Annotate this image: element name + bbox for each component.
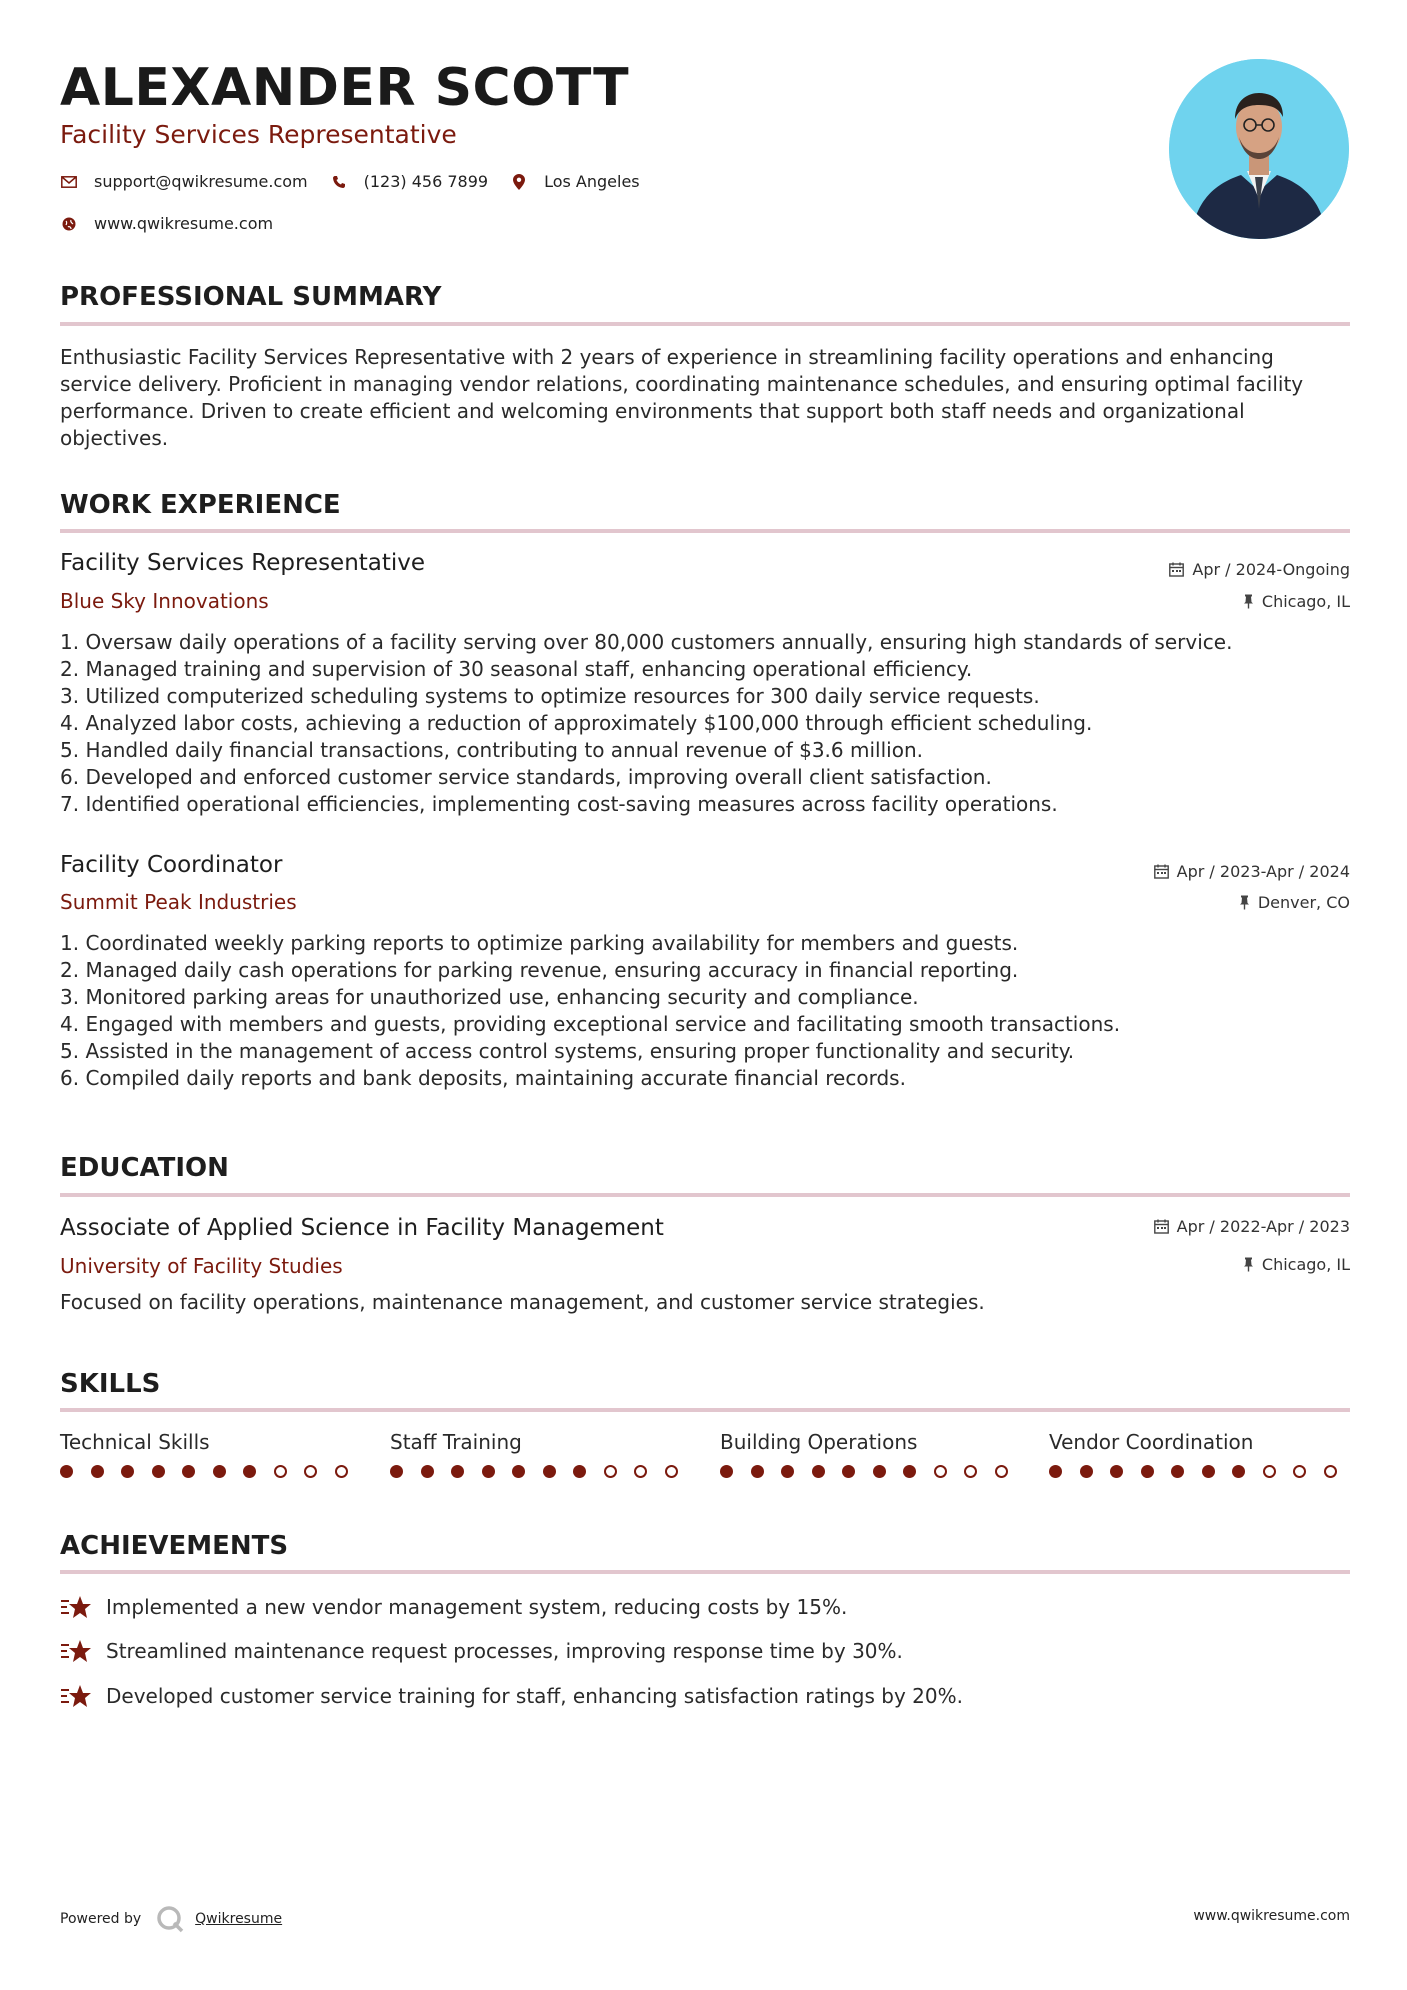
email-icon (60, 173, 78, 191)
rating-dot-filled (543, 1465, 556, 1478)
pushpin-icon (1239, 895, 1250, 910)
list-item: 5. Handled daily financial transactions, contributing to annual revenue of $3.6 million. (60, 738, 923, 762)
list-item: 3. Monitored parking areas for unauthorized use, enhancing security and compliance. (60, 985, 919, 1009)
skill-label: Technical Skills (60, 1430, 210, 1454)
candidate-role: Facility Services Representative (60, 120, 457, 149)
phone-icon (330, 173, 348, 191)
list-item: 2. Managed daily cash operations for parking revenue, ensuring accuracy in financial reporting. (60, 958, 1019, 982)
location-pin-icon (510, 173, 528, 191)
job-dates-text: Apr / 2024-Ongoing (1192, 560, 1350, 579)
achievement-text: Streamlined maintenance request processes, improving response time by 30%. (106, 1639, 903, 1663)
job-location-text: Denver, CO (1257, 893, 1350, 912)
job-location-text: Chicago, IL (1261, 592, 1350, 611)
skill-rating (390, 1465, 695, 1478)
education-description: Focused on facility operations, maintenance management, and customer service strategies. (60, 1290, 985, 1314)
list-item: 6. Compiled daily reports and bank deposits, maintaining accurate financial records. (60, 1066, 906, 1090)
experience-divider (60, 529, 1350, 533)
list-item: 5. Assisted in the management of access control systems, ensuring proper functionality and security. (60, 1039, 1075, 1063)
rating-dot-filled (390, 1465, 403, 1478)
job-company: Blue Sky Innovations (60, 589, 269, 613)
rating-dot-filled (152, 1465, 165, 1478)
rating-dot-filled (243, 1465, 256, 1478)
rating-dot-empty (335, 1465, 348, 1478)
rating-dot-empty (964, 1465, 977, 1478)
candidate-name: ALEXANDER SCOTT (60, 58, 630, 118)
skills-heading: SKILLS (60, 1369, 161, 1399)
rating-dot-filled (451, 1465, 464, 1478)
phone-text: (123) 456 7899 (363, 172, 489, 191)
skills-grid (60, 1430, 1350, 1490)
achievement-item (60, 1637, 903, 1665)
rating-dot-filled (213, 1465, 226, 1478)
rating-dot-empty (634, 1465, 647, 1478)
experience-heading: WORK EXPERIENCE (60, 490, 341, 520)
summary-heading: PROFESSIONAL SUMMARY (60, 282, 442, 312)
list-item: 7. Identified operational efficiencies, implementing cost-saving measures across facility operations. (60, 792, 1058, 816)
education-dates (1154, 1217, 1350, 1236)
summary-text: Enthusiastic Facility Services Representative with 2 years of experience in streamlining facility operations and enhancing service delivery. Proficient in managing vendor relations, coordinating maintenance schedules, and ensuring optimal facility performance. Driven to create efficient and welcoming environments that support both staff needs and organizational objectives. (60, 345, 1304, 450)
list-item: 2. Managed training and supervision of 30 seasonal staff, enhancing operational efficiency. (60, 657, 973, 681)
qwikresume-link[interactable]: Qwikresume (195, 1911, 283, 1927)
star-award-icon (60, 1682, 92, 1710)
achievements-divider (60, 1570, 1350, 1574)
job-bullets (60, 629, 1350, 818)
rating-dot-empty (665, 1465, 678, 1478)
skills-divider (60, 1408, 1350, 1412)
education-heading: EDUCATION (60, 1153, 229, 1183)
calendar-icon (1154, 1219, 1169, 1234)
rating-dot-filled (1049, 1465, 1062, 1478)
skill-item (720, 1430, 1020, 1456)
education-divider (60, 1193, 1350, 1197)
rating-dot-filled (421, 1465, 434, 1478)
skill-item (390, 1430, 690, 1456)
rating-dot-empty (934, 1465, 947, 1478)
job-dates (1154, 862, 1350, 881)
rating-dot-filled (512, 1465, 525, 1478)
achievement-text: Developed customer service training for staff, enhancing satisfaction ratings by 20%. (106, 1684, 963, 1708)
degree-title: Associate of Applied Science in Facility Management (60, 1215, 664, 1241)
rating-dot-empty (1263, 1465, 1276, 1478)
rating-dot-filled (1232, 1465, 1245, 1478)
rating-dot-filled (781, 1465, 794, 1478)
rating-dot-filled (91, 1465, 104, 1478)
skill-label: Vendor Coordination (1049, 1430, 1254, 1454)
job-location (1243, 592, 1350, 611)
list-item: 1. Oversaw daily operations of a facility serving over 80,000 customers annually, ensuring high standards of service. (60, 630, 1233, 654)
list-item: 3. Utilized computerized scheduling systems to optimize resources for 300 daily service requests. (60, 684, 1040, 708)
skill-rating (720, 1465, 1025, 1478)
footer-powered-by (60, 1904, 282, 1934)
rating-dot-filled (812, 1465, 825, 1478)
rating-dot-filled (873, 1465, 886, 1478)
pushpin-icon (1243, 594, 1254, 609)
rating-dot-filled (482, 1465, 495, 1478)
job-location (1239, 893, 1350, 912)
calendar-icon (1154, 864, 1169, 879)
job-title: Facility Services Representative (60, 550, 426, 576)
rating-dot-filled (751, 1465, 764, 1478)
qwikresume-logo-icon (155, 1904, 185, 1934)
powered-by-label: Powered by (60, 1911, 142, 1927)
achievements-heading: ACHIEVEMENTS (60, 1531, 289, 1561)
pushpin-icon (1243, 1257, 1254, 1272)
rating-dot-empty (304, 1465, 317, 1478)
rating-dot-filled (573, 1465, 586, 1478)
calendar-icon (1169, 562, 1184, 577)
job-bullets (60, 930, 1350, 1092)
achievement-item (60, 1593, 847, 1621)
achievement-text: Implemented a new vendor management system, reducing costs by 15%. (106, 1595, 848, 1619)
rating-dot-empty (1293, 1465, 1306, 1478)
footer-website[interactable]: www.qwikresume.com (1193, 1908, 1350, 1924)
location-text: Los Angeles (544, 172, 640, 191)
rating-dot-filled (842, 1465, 855, 1478)
rating-dot-empty (1324, 1465, 1337, 1478)
contact-row-primary (60, 172, 662, 191)
rating-dot-filled (121, 1465, 134, 1478)
skill-item (1049, 1430, 1349, 1456)
rating-dot-filled (182, 1465, 195, 1478)
rating-dot-filled (1080, 1465, 1093, 1478)
rating-dot-filled (903, 1465, 916, 1478)
skill-label: Staff Training (390, 1430, 522, 1454)
education-location (1243, 1255, 1350, 1274)
rating-dot-empty (274, 1465, 287, 1478)
list-item: 4. Analyzed labor costs, achieving a reduction of approximately $100,000 through efficient scheduling. (60, 711, 1093, 735)
list-item: 6. Developed and enforced customer service standards, improving overall client satisfaction. (60, 765, 992, 789)
rating-dot-empty (604, 1465, 617, 1478)
rating-dot-filled (1171, 1465, 1184, 1478)
contact-row-secondary (60, 214, 295, 233)
skill-rating (1049, 1465, 1354, 1478)
summary-divider (60, 322, 1350, 326)
job-dates (1169, 560, 1350, 579)
skill-rating (60, 1465, 365, 1478)
rating-dot-filled (1202, 1465, 1215, 1478)
rating-dot-filled (1110, 1465, 1123, 1478)
star-award-icon (60, 1637, 92, 1665)
job-title: Facility Coordinator (60, 852, 283, 878)
education-dates-text: Apr / 2022-Apr / 2023 (1176, 1217, 1350, 1236)
list-item: 1. Coordinated weekly parking reports to optimize parking availability for members and guests. (60, 931, 1019, 955)
rating-dot-empty (995, 1465, 1008, 1478)
school-name: University of Facility Studies (60, 1254, 343, 1278)
rating-dot-filled (60, 1465, 73, 1478)
list-item: 4. Engaged with members and guests, providing exceptional service and facilitating smooth transactions. (60, 1012, 1121, 1036)
skill-item (60, 1430, 360, 1456)
job-dates-text: Apr / 2023-Apr / 2024 (1176, 862, 1350, 881)
rating-dot-filled (720, 1465, 733, 1478)
skill-label: Building Operations (720, 1430, 918, 1454)
website-link[interactable]: www.qwikresume.com (94, 214, 274, 233)
email-text[interactable]: support@qwikresume.com (94, 172, 308, 191)
globe-icon (60, 215, 78, 233)
job-company: Summit Peak Industries (60, 890, 297, 914)
achievement-item (60, 1682, 963, 1710)
profile-photo (1169, 59, 1349, 239)
rating-dot-filled (1141, 1465, 1154, 1478)
education-location-text: Chicago, IL (1261, 1255, 1350, 1274)
star-award-icon (60, 1593, 92, 1621)
